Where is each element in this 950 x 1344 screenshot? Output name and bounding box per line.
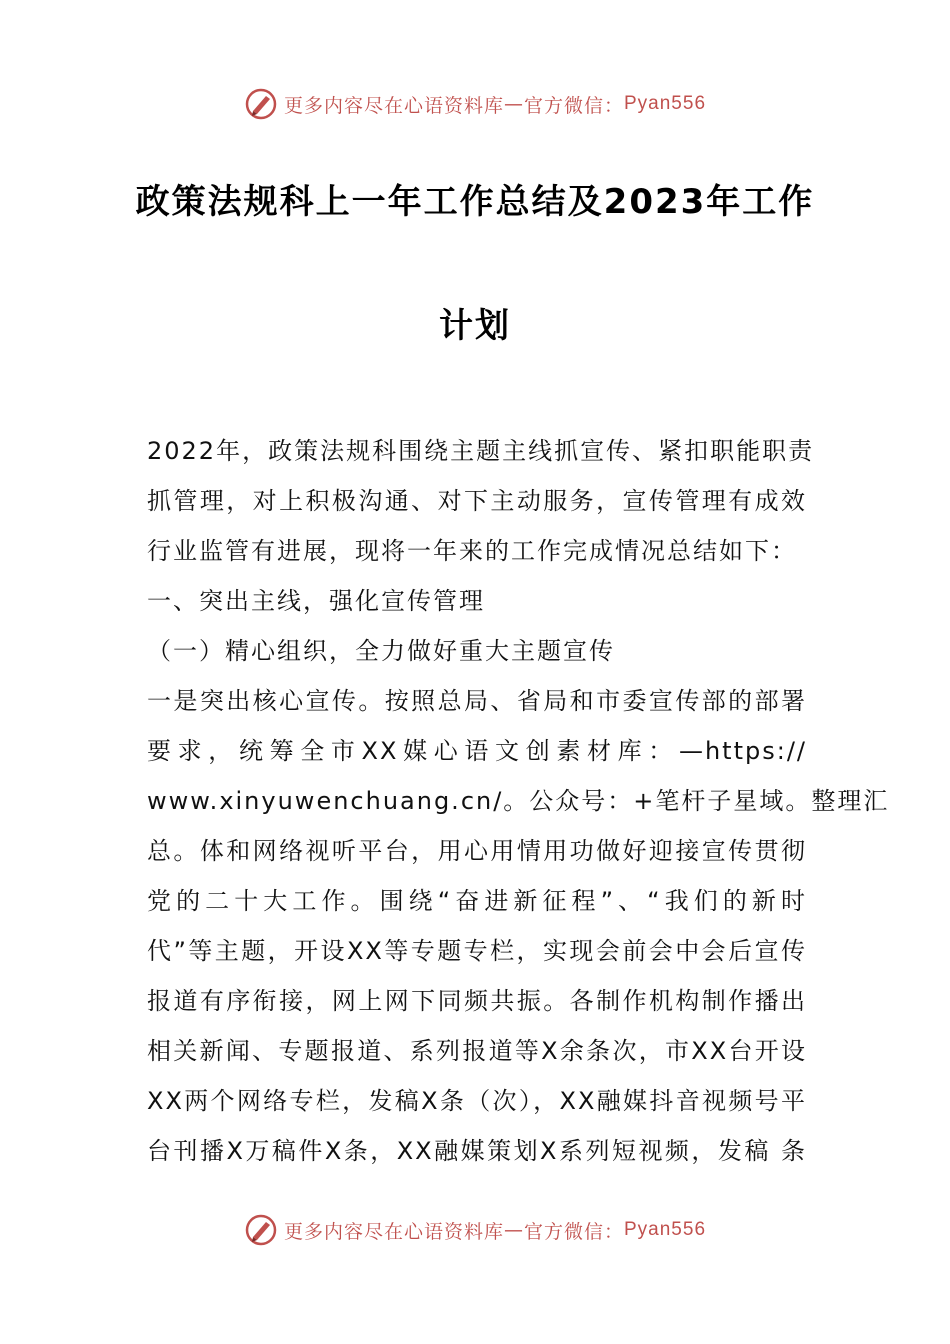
- body-line: 党的二十大工作。围绕“奋进新征程”、“我们的新时: [147, 887, 807, 915]
- body-line: XX两个网络专栏，发稿X条（次），XX融媒抖音视频号平: [147, 1087, 807, 1115]
- watermark-text: 更多内容尽在心语资料库: [283, 94, 504, 117]
- document-body: [147, 426, 890, 1176]
- watermark-wechat: Pyan556: [624, 93, 707, 114]
- body-line: 代”等主题，开设XX等专题专栏，实现会前会中会后宣传: [147, 937, 807, 965]
- body-line: 报道有序衔接，网上网下同频共振。各制作机构制作播出: [147, 987, 807, 1015]
- watermark-banner-bottom: [0, 1210, 950, 1250]
- watermark-banner-top: [0, 84, 950, 124]
- watermark-text: 更多内容尽在心语资料库: [283, 1220, 504, 1243]
- body-line: 总。体和网络视听平台，用心用情用功做好迎接宣传贯彻: [147, 837, 807, 865]
- section-heading: 一、突出主线，强化宣传管理: [147, 587, 485, 615]
- watermark-label: 官方微信：: [523, 94, 624, 117]
- body-line: 台刊播X万稿件X条，XX融媒策划X系列短视频，发稿 条: [147, 1137, 807, 1165]
- body-line: 要求，统筹全市XX媒心语文创素材库：—https://: [147, 737, 807, 765]
- watermark-separator: —: [503, 1219, 524, 1241]
- document-title-line-1: 政策法规科上一年工作总结及2023年工作: [135, 182, 815, 222]
- pen-logo-icon: [244, 1213, 278, 1247]
- document-title-line-2: 计划: [439, 306, 511, 346]
- subsection-heading: （一）精心组织，全力做好重大主题宣传: [147, 637, 615, 665]
- body-line: 2022年，政策法规科围绕主题主线抓宣传、紧扣职能职责: [147, 437, 815, 465]
- watermark-label: 官方微信：: [523, 1220, 624, 1243]
- watermark-separator: —: [503, 93, 524, 115]
- pen-logo-icon: [244, 87, 278, 121]
- body-line: www.xinyuwenchuang.cn/。公众号：+笔杆子星域。整理汇: [147, 787, 890, 815]
- body-line: 抓管理，对上积极沟通、对下主动服务，宣传管理有成效: [147, 487, 807, 515]
- body-line: 行业监管有进展，现将一年来的工作完成情况总结如下：: [147, 537, 797, 565]
- body-line: 相关新闻、专题报道、系列报道等X余条次，市XX台开设: [147, 1037, 807, 1065]
- body-line: 一是突出核心宣传。按照总局、省局和市委宣传部的部署: [147, 687, 807, 715]
- watermark-wechat: Pyan556: [624, 1219, 707, 1240]
